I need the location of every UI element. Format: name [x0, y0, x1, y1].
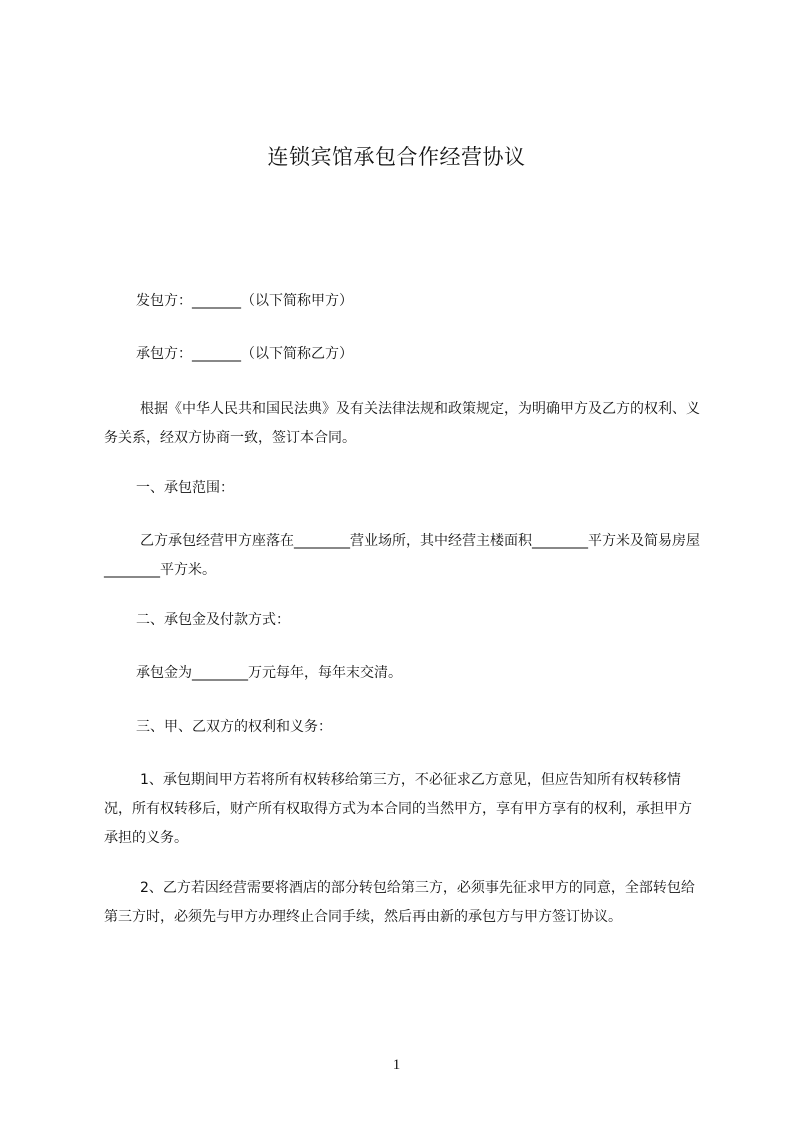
preamble-paragraph: 根据《中华人民共和国民法典》及有关法律法规和政策规定，为明确甲方及乙方的权利、义务关系，经双方协商一致，签订本合同。 [104, 401, 700, 446]
party-b-line: 承包方：_______（以下简称乙方） [136, 346, 353, 362]
section3-item-1: 1、承包期间甲方若将所有权转移给第三方，不必征求乙方意见，但应告知所有权转移情况，所有权转移后，财产所有权取得方式为本合同的当然甲方，享有甲方享有的权利，承担甲方承担的义务。 [104, 772, 692, 846]
section3-heading: 三、甲、乙双方的权利和义务： [136, 719, 332, 735]
section2-heading: 二、承包金及付款方式： [136, 612, 290, 628]
party-a-line: 发包方：_______（以下简称甲方） [136, 293, 353, 309]
section1-heading: 一、承包范围： [136, 480, 234, 496]
page-number: 1 [392, 1057, 401, 1073]
document-title: 连锁宾馆承包合作经营协议 [267, 145, 526, 169]
section3-item-2: 2、乙方若因经营需要将酒店的部分转包给第三方，必须事先征求甲方的同意，全部转包给第三方时，必须先与甲方办理终止合同手续，然后再由新的承包方与甲方签订协议。 [104, 880, 695, 925]
section2-body: 承包金为________万元每年，每年末交清。 [136, 665, 402, 681]
section1-body: 乙方承包经营甲方座落在________营业场所，其中经营主楼面积________平方米及简易房屋________平方米。 [104, 533, 700, 578]
